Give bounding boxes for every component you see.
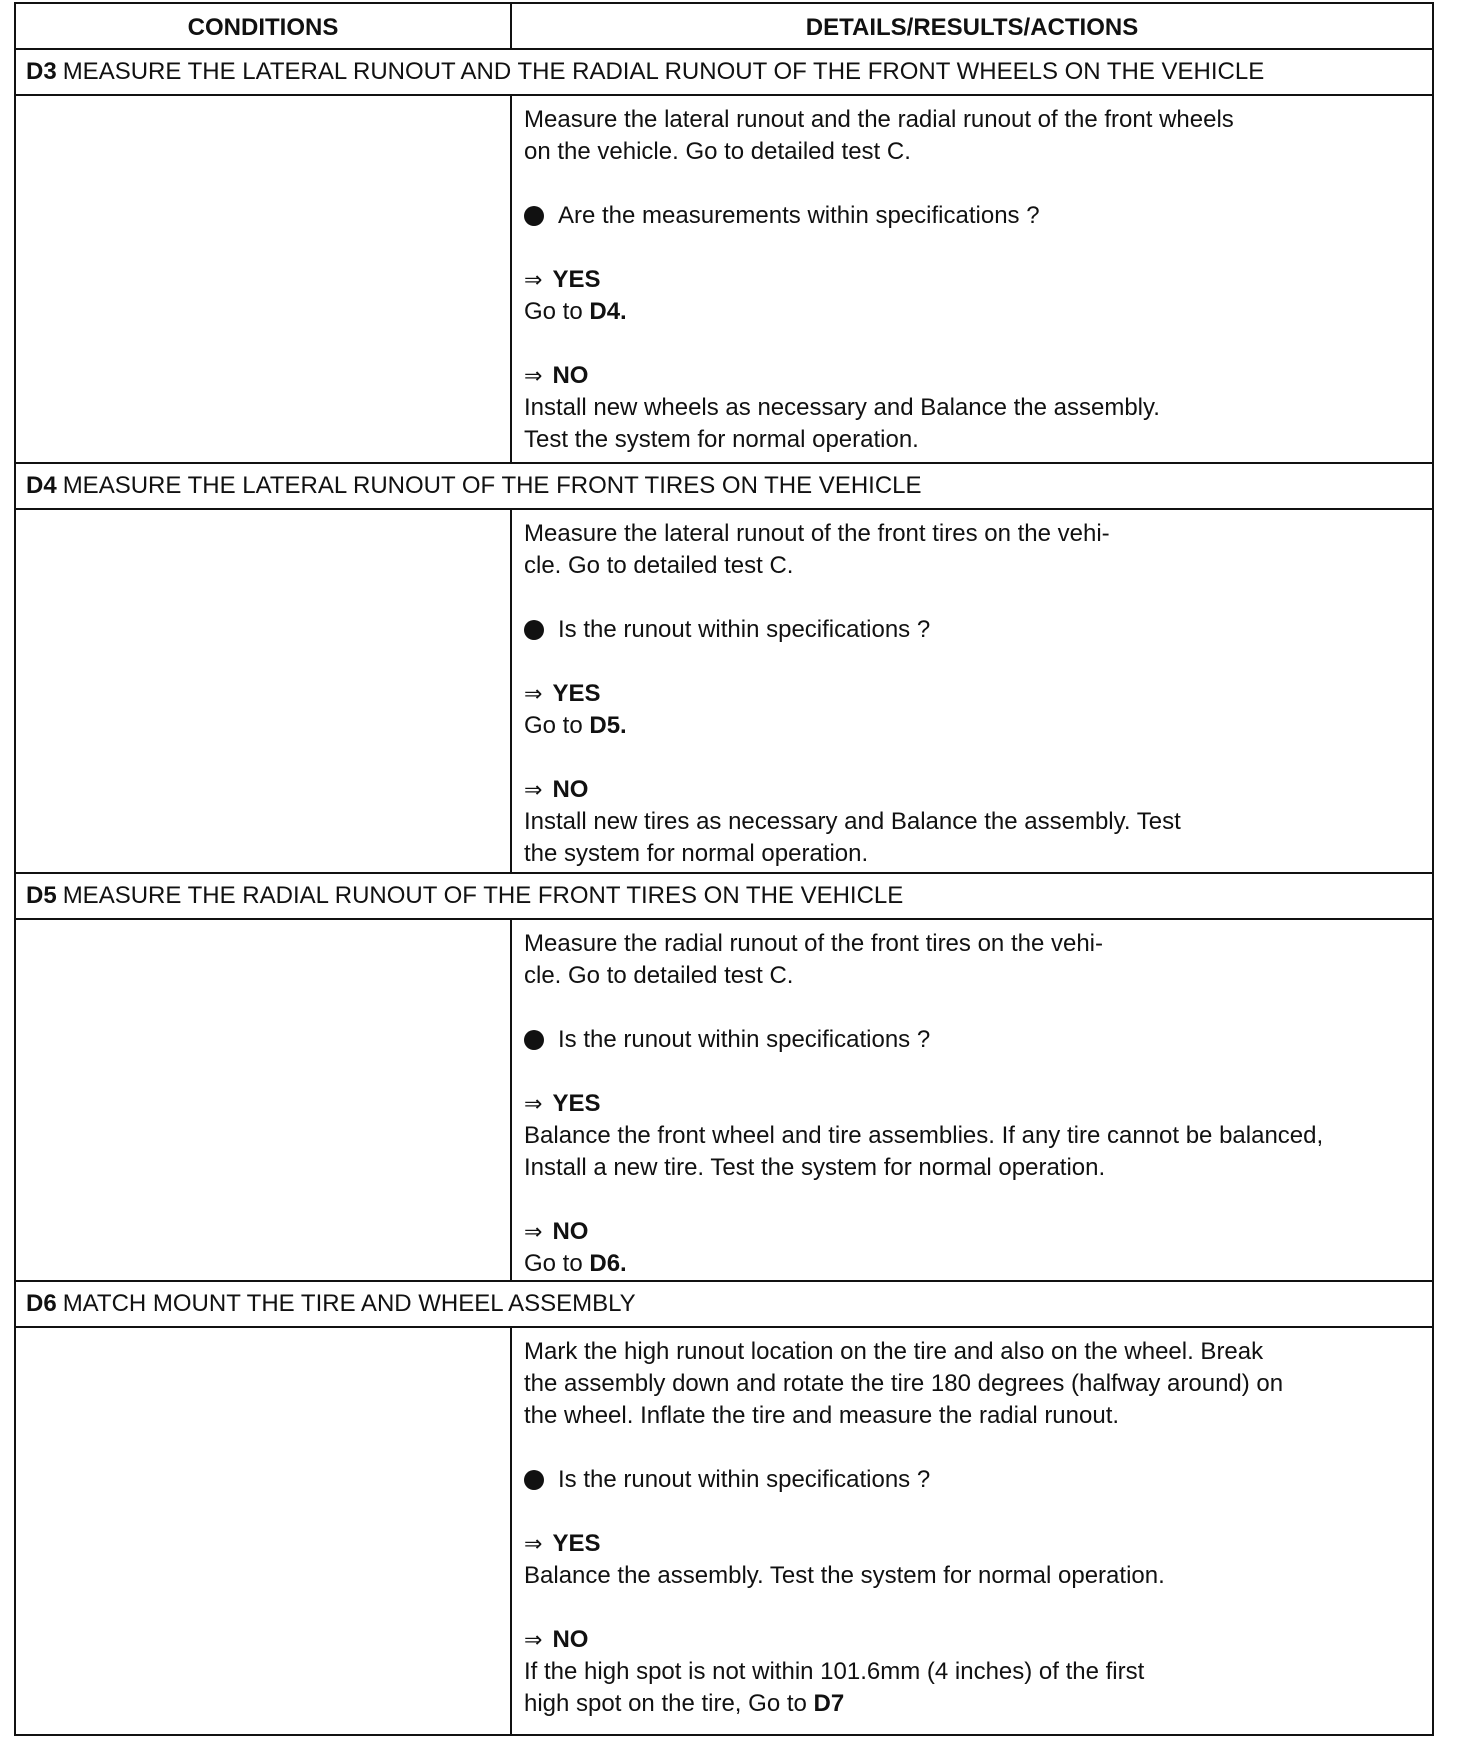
line-text: the system for normal operation. xyxy=(524,840,869,867)
no-action xyxy=(524,1688,1420,1720)
bullet-icon xyxy=(524,206,544,226)
step-reference: D5. xyxy=(589,712,627,739)
step-reference: D6. xyxy=(589,1250,627,1277)
no-action xyxy=(524,806,1420,838)
step-reference: D7 xyxy=(813,1690,845,1717)
step-reference: D4. xyxy=(589,298,627,325)
question-text: Are the measurements within specifications ? xyxy=(558,202,1040,229)
yes-label xyxy=(524,1088,1420,1120)
details-cell xyxy=(512,96,1432,462)
line-text: high spot on the tire, Go to xyxy=(524,1690,814,1717)
no-text: NO xyxy=(552,1218,589,1245)
yes-label xyxy=(524,678,1420,710)
yes-label xyxy=(524,1528,1420,1560)
yes-text: YES xyxy=(552,266,601,293)
question-text: Is the runout within specifications ? xyxy=(558,1026,931,1053)
yes-action xyxy=(524,1152,1420,1184)
details-header: DETAILS/RESULTS/ACTIONS xyxy=(805,14,1139,41)
yes-text: YES xyxy=(552,1530,601,1557)
question xyxy=(524,1464,1420,1496)
yes-action xyxy=(524,296,1420,328)
section-title-text: MEASURE THE LATERAL RUNOUT AND THE RADIAL RUNOUT OF THE FRONT WHEELS ON THE VEHICLE xyxy=(62,58,1265,85)
line-text: If the high spot is not within 101.6mm (4 inches) of the first xyxy=(524,1658,1145,1685)
conditions-cell xyxy=(16,1328,512,1734)
detail-line xyxy=(524,1336,1420,1368)
line-text: Measure the lateral runout of the front tires on the vehi- xyxy=(524,520,1110,547)
details-cell xyxy=(512,920,1432,1280)
question-text: Is the runout within specifications ? xyxy=(558,1466,931,1493)
no-action xyxy=(524,424,1420,456)
detail-line xyxy=(524,1368,1420,1400)
line-text: the assembly down and rotate the tire 180 degrees (halfway around) on xyxy=(524,1370,1284,1397)
question xyxy=(524,200,1420,232)
section-body-d6 xyxy=(16,1328,1432,1734)
detail-line xyxy=(524,1400,1420,1432)
details-cell xyxy=(512,1328,1432,1734)
line-text: the wheel. Inflate the tire and measure the radial runout. xyxy=(524,1402,1120,1429)
section-id: D6 xyxy=(26,1290,57,1317)
section-id: D3 xyxy=(26,58,57,85)
yes-label xyxy=(524,264,1420,296)
yes-action xyxy=(524,710,1420,742)
line-text: Measure the lateral runout and the radial runout of the front wheels xyxy=(524,106,1234,133)
line-text: Install new tires as necessary and Balance the assembly. Test xyxy=(524,808,1181,835)
arrow-icon: ⇒ xyxy=(524,1627,543,1652)
arrow-icon: ⇒ xyxy=(524,777,543,802)
section-title-text: MATCH MOUNT THE TIRE AND WHEEL ASSEMBLY xyxy=(62,1290,636,1317)
no-action xyxy=(524,1656,1420,1688)
conditions-cell xyxy=(16,96,512,462)
section-body-d5 xyxy=(16,920,1432,1282)
no-text: NO xyxy=(552,1626,589,1653)
detail-line xyxy=(524,550,1420,582)
line-text: on the vehicle. Go to detailed test C. xyxy=(524,138,911,165)
arrow-icon: ⇒ xyxy=(524,267,543,292)
section-title-d4 xyxy=(16,464,1432,510)
no-label xyxy=(524,1216,1420,1248)
detail-line xyxy=(524,104,1420,136)
no-action xyxy=(524,1248,1420,1280)
detail-line xyxy=(524,928,1420,960)
yes-action xyxy=(524,1560,1420,1592)
bullet-icon xyxy=(524,1030,544,1050)
line-text: cle. Go to detailed test C. xyxy=(524,552,794,579)
section-title-d5 xyxy=(16,874,1432,920)
line-text: Balance the front wheel and tire assemblies. If any tire cannot be balanced, xyxy=(524,1122,1324,1149)
details-cell xyxy=(512,510,1432,872)
yes-text: YES xyxy=(552,1090,601,1117)
yes-text: YES xyxy=(552,680,601,707)
line-text: Go to xyxy=(524,1250,590,1277)
section-body-d3 xyxy=(16,96,1432,464)
arrow-icon: ⇒ xyxy=(524,1219,543,1244)
line-text: Go to xyxy=(524,712,590,739)
detail-line xyxy=(524,518,1420,550)
detail-line xyxy=(524,136,1420,168)
section-id: D5 xyxy=(26,882,57,909)
conditions-cell xyxy=(16,510,512,872)
arrow-icon: ⇒ xyxy=(524,1531,543,1556)
no-text: NO xyxy=(552,776,589,803)
bullet-icon xyxy=(524,1470,544,1490)
no-label xyxy=(524,1624,1420,1656)
section-id: D4 xyxy=(26,472,57,499)
no-action xyxy=(524,392,1420,424)
detail-line xyxy=(524,960,1420,992)
question xyxy=(524,1024,1420,1056)
question xyxy=(524,614,1420,646)
line-text: Mark the high runout location on the tire and also on the wheel. Break xyxy=(524,1338,1264,1365)
arrow-icon: ⇒ xyxy=(524,363,543,388)
section-title-text: MEASURE THE LATERAL RUNOUT OF THE FRONT TIRES ON THE VEHICLE xyxy=(62,472,922,499)
arrow-icon: ⇒ xyxy=(524,681,543,706)
conditions-cell xyxy=(16,920,512,1280)
line-text: Measure the radial runout of the front tires on the vehi- xyxy=(524,930,1103,957)
line-text: Balance the assembly. Test the system for normal operation. xyxy=(524,1562,1165,1589)
no-label xyxy=(524,774,1420,806)
line-text: Test the system for normal operation. xyxy=(524,426,919,453)
question-text: Is the runout within specifications ? xyxy=(558,616,931,643)
section-body-d4 xyxy=(16,510,1432,874)
line-text: cle. Go to detailed test C. xyxy=(524,962,794,989)
line-text: Install new wheels as necessary and Balance the assembly. xyxy=(524,394,1160,421)
table-header xyxy=(16,4,1432,50)
bullet-icon xyxy=(524,620,544,640)
yes-action xyxy=(524,1120,1420,1152)
line-text: Go to xyxy=(524,298,590,325)
no-label xyxy=(524,360,1420,392)
no-action xyxy=(524,838,1420,870)
arrow-icon: ⇒ xyxy=(524,1091,543,1116)
section-title-text: MEASURE THE RADIAL RUNOUT OF THE FRONT TIRES ON THE VEHICLE xyxy=(62,882,904,909)
no-text: NO xyxy=(552,362,589,389)
section-title-d3 xyxy=(16,50,1432,96)
diagnostic-table xyxy=(14,2,1434,1736)
conditions-header: CONDITIONS xyxy=(16,4,512,48)
section-title-d6 xyxy=(16,1282,1432,1328)
line-text: Install a new tire. Test the system for normal operation. xyxy=(524,1154,1106,1181)
